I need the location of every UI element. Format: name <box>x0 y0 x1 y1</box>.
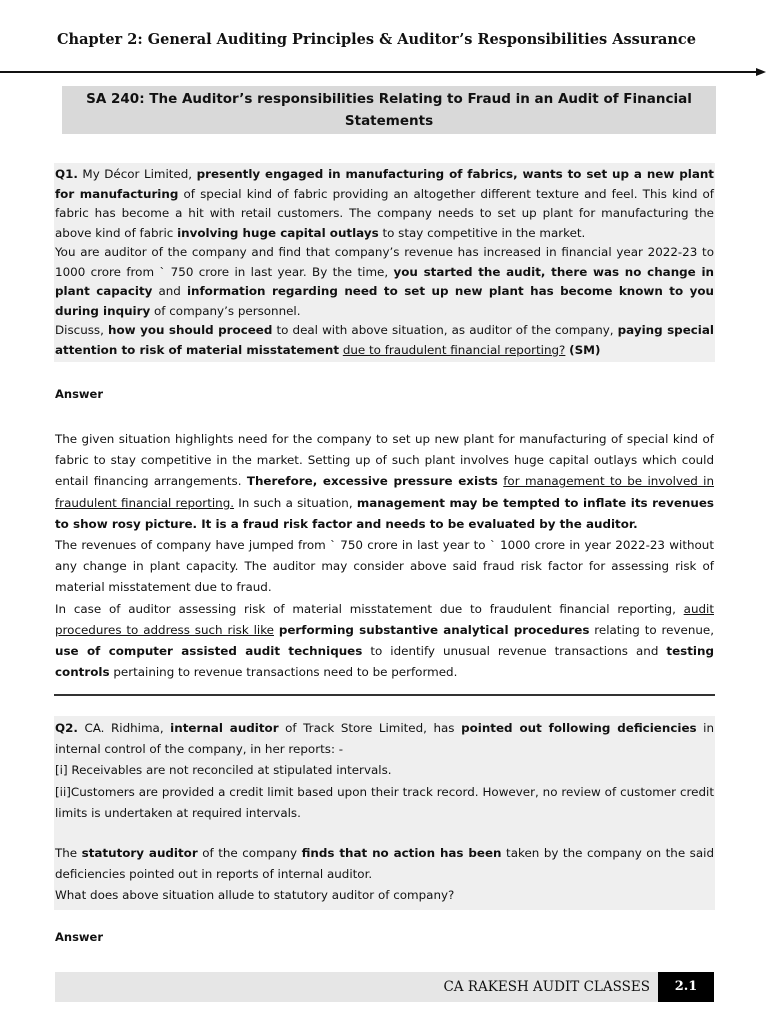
text-run: information regarding need to set up new plant has become known to you during inquiry <box>55 284 714 318</box>
text-run: of the company <box>197 846 302 861</box>
text-run: finds that no action has been <box>301 846 502 861</box>
text-run: The <box>55 846 82 861</box>
text-run: What does above situation allude to statutory auditor of company? <box>55 888 455 903</box>
text-run: You are auditor of the company and find that company’s revenue has increased in financial year 2022-23 to 1000 crore from ` 750 crore in last year. By the time, <box>55 245 714 279</box>
text-run: pointed out following deficiencies <box>461 721 697 735</box>
q2-item-i <box>55 760 714 781</box>
answer-2-label: Answer <box>55 930 104 944</box>
text-run: in internal control of the company, in her reports: - <box>55 721 715 757</box>
text-run: for management to be involved in fraudulent financial reporting. <box>55 474 715 510</box>
text-run: relating to revenue, <box>589 622 714 637</box>
text-run: involving huge capital outlays <box>177 225 379 240</box>
text-run: internal auditor <box>170 721 279 735</box>
q2-paragraph-4 <box>55 843 714 885</box>
text-run: due to fraudulent financial reporting? <box>342 342 566 357</box>
text-run: of Track Store Limited, has <box>278 721 462 735</box>
text-run: testing controls <box>55 644 714 680</box>
page-footer <box>55 972 714 1002</box>
header-arrow-rule <box>0 66 768 78</box>
text-run: and <box>152 284 187 298</box>
answer-1-text <box>55 429 714 683</box>
section-heading <box>62 86 716 134</box>
text-run: of company’s personnel. <box>150 303 301 318</box>
q2-item-ii <box>55 782 714 824</box>
text-run: In case of auditor assessing risk of material misstatement due to fraudulent financial reporting, <box>55 601 684 616</box>
footer-brand: CA RAKESH AUDIT CLASSES <box>443 979 650 995</box>
text-run: CA. Ridhima, <box>77 721 171 735</box>
q2-label: Q2. <box>55 721 78 735</box>
text-run: [i] Receivables are not reconciled at stipulated intervals. <box>55 763 392 778</box>
text-run: to stay competitive in the market. <box>378 225 586 240</box>
text-run: to deal with above situation, as auditor of the company, <box>272 323 618 337</box>
page-number: 2.1 <box>658 972 714 1002</box>
section-heading-line2: Statements <box>344 113 434 129</box>
text-run: In such a situation, <box>234 495 357 510</box>
text-run: management may be tempted to inflate its revenues to show rosy picture. It is a fraud risk factor and needs to be evaluated by the auditor. <box>55 495 714 531</box>
text-run: The given situation highlights need for the company to set up new plant for manufacturing of special kind of fabric to stay competitive in the market. Setting up of such plant involves huge capital outlays which could entail financing arrangements. <box>55 432 714 489</box>
text-run: [ii]Customers are provided a credit limit based upon their track record. However, no review of customer credit limits is undertaken at required intervals. <box>55 784 714 820</box>
text-run: audit procedures to address such risk like <box>55 601 714 637</box>
text-run: to identify unusual revenue transactions and <box>362 644 667 659</box>
answer-1-paragraph-1 <box>55 429 714 535</box>
q1-paragraph-3 <box>55 321 714 360</box>
question-2-box <box>54 716 715 910</box>
text-run: presently engaged in manufacturing of fabrics, wants to set up a new plant for manufacturing <box>55 167 714 201</box>
q2-paragraph-1 <box>55 718 714 760</box>
section-heading-line1: SA 240: The Auditor’s responsibilities Relating to Fraud in an Audit of Financial <box>86 91 692 107</box>
text-run: (SM) <box>569 342 601 357</box>
answer-1-label: Answer <box>55 387 104 401</box>
q1-paragraph-1 <box>55 165 714 243</box>
text-run: use of computer assisted audit techniques <box>55 644 363 659</box>
q1-label: Q1. <box>55 167 78 181</box>
q2-spacer <box>55 824 714 843</box>
section-divider <box>54 694 715 696</box>
text-run: Therefore, excessive pressure exists <box>246 474 498 489</box>
text-run: performing substantive analytical procedures <box>278 622 590 637</box>
q1-paragraph-2 <box>55 243 714 321</box>
text-run: paying special attention to risk of material misstatement <box>55 323 714 357</box>
question-1-box <box>54 163 715 362</box>
text-run: pertaining to revenue transactions need to be performed. <box>109 665 458 680</box>
q2-paragraph-5 <box>55 885 714 906</box>
text-run: The revenues of company have jumped from ` 750 crore in last year to ` 1000 crore in year 2022-23 without any change in plant capacity. The auditor may consider above said fraud risk factor for assessing risk of material misstatement due to fraud. <box>55 538 714 595</box>
text-run: My Décor Limited, <box>77 167 197 181</box>
text-run: you started the audit, there was no change in plant capacity <box>55 264 714 298</box>
chapter-title: Chapter 2: General Auditing Principles & Auditor’s Responsibilities Assurance <box>57 31 696 48</box>
text-run: how you should proceed <box>108 323 273 337</box>
text-run: statutory auditor <box>81 846 198 861</box>
answer-1-paragraph-3 <box>55 599 714 684</box>
text-run: Discuss, <box>55 323 108 337</box>
answer-1-paragraph-2 <box>55 535 714 599</box>
text-run: taken by the company on the said deficiencies pointed out in reports of internal auditor. <box>55 846 714 882</box>
text-run: of special kind of fabric providing an altogether different texture and feel. This kind of fabric has become a hit with retail customers. The company needs to set up plant for manufacturing the above kind of fabric <box>55 186 714 240</box>
